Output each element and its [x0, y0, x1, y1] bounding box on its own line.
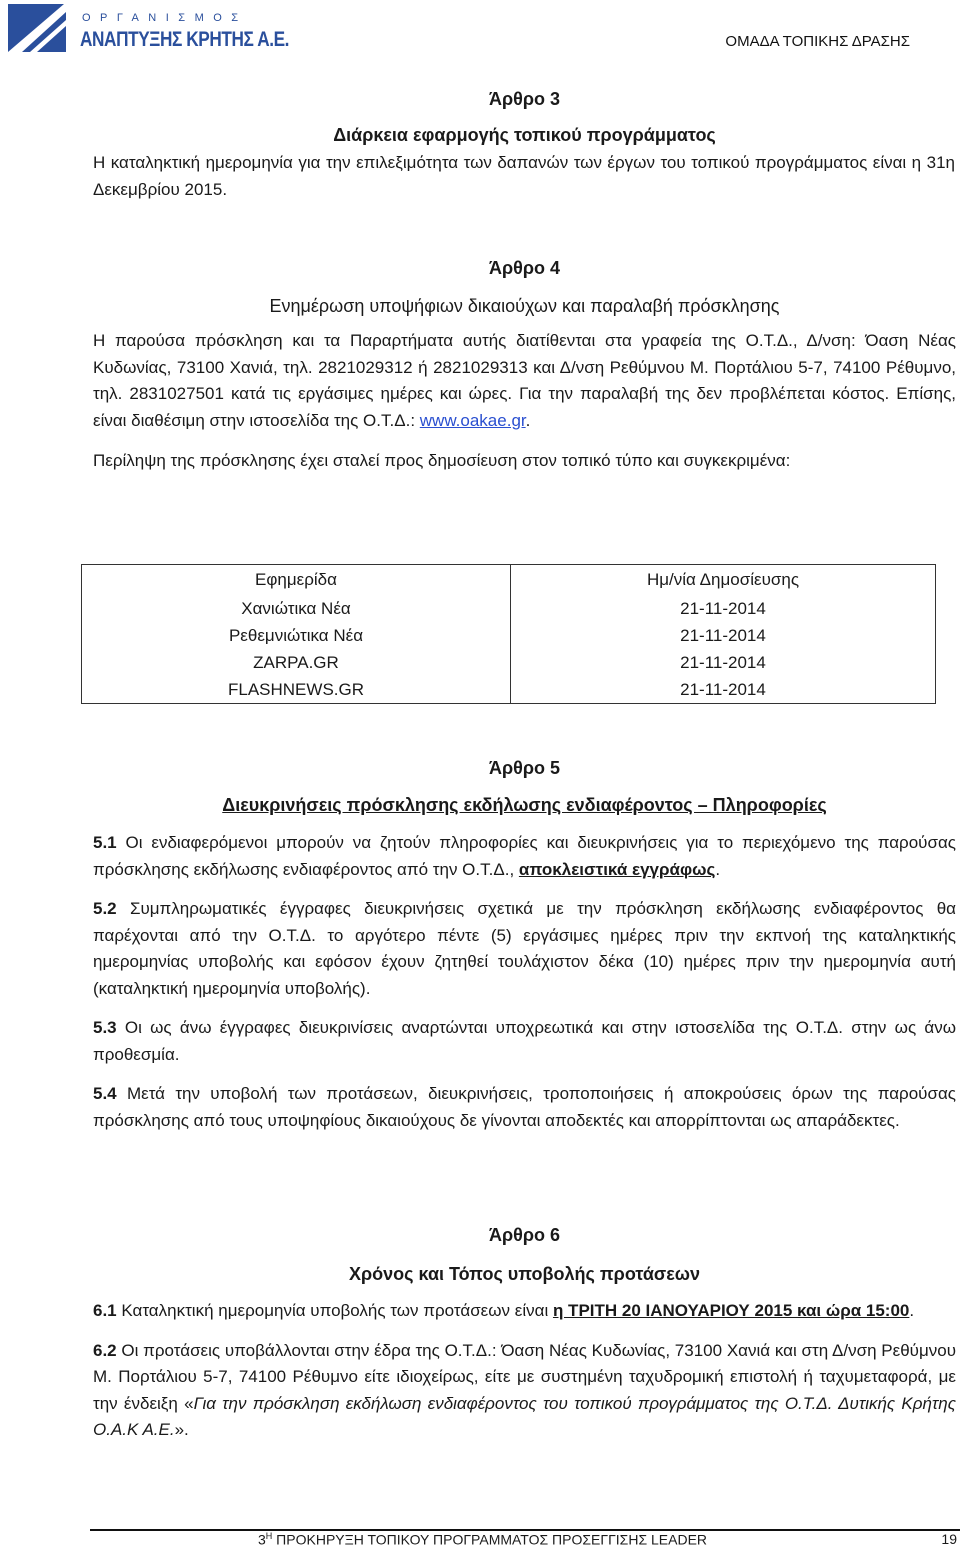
- table-header-newspaper: Εφημερίδα: [82, 565, 511, 596]
- table-row: [82, 676, 936, 704]
- article-5-para-1: [93, 830, 956, 883]
- para-5-3-text: Οι ως άνω έγγραφες διευκρινίσεις αναρτώνται υποχρεωτικά και στην ιστοσελίδα της Ο.Τ.Δ. στην ως άνω προθεσμία.: [93, 1018, 956, 1064]
- website-link-end: .: [525, 410, 531, 430]
- article-5-para-2: [93, 896, 956, 1002]
- table-row: [82, 649, 936, 676]
- para-5-2-number: 5.2: [93, 899, 117, 918]
- footer-title: [258, 1531, 707, 1548]
- logo-org-top: ΟΡΓΑΝΙΣΜΟΣ: [82, 12, 248, 24]
- header-group-title: ΟΜΑΔΑ ΤΟΠΙΚΗΣ ΔΡΑΣΗΣ: [725, 33, 910, 50]
- para-6-1-end: .: [909, 1301, 915, 1320]
- article-5-para-4: [93, 1081, 956, 1134]
- para-6-2-text: Οι προτάσεις υποβάλλονται στην έδρα της Ο.Τ.Δ.: Όαση Νέας Κυδωνίας, 73100 Χανιά και στη Δ/νση Ρεθύμνου Μ. Πορτάλιου 5-7, 74100 Ρέθυμνο είτε ιδιοχείρως, είτε με συστημένη ταχυδρομική επιστολή ή ταχυμεταφορά, με την ένδειξη «: [93, 1340, 956, 1413]
- article-5: [93, 755, 956, 1134]
- logo-org-main: ΑΝΑΠΤΥΞΗΣ ΚΡΗΤΗΣ Α.Ε.: [80, 28, 290, 51]
- article-6: [93, 1222, 956, 1444]
- table-cell-newspaper: Ρεθεμνιώτικα Νέα: [82, 622, 511, 649]
- para-6-2-number: 6.2: [93, 1340, 117, 1360]
- organization-logo: [8, 4, 290, 52]
- table-row: [82, 622, 936, 649]
- para-5-2-text: Συμπληρωματικές έγγραφες διευκρινήσεις σχετικά με την πρόσκληση εκδήλωσης ενδιαφέροντος θα παρέχονται από την Ο.Τ.Δ. το αργότερο πέντε (5) εργάσιμες ημέρες πριν την εκπνοή της καταληκτικής ημερομηνίας υποβολής και εφόσον έχουν ζητηθεί τουλάχιστον δέκα (10) ημέρες πριν την ημερομηνία αυτή (καταληκτική ημερομηνία υποβολής).: [93, 899, 956, 998]
- article-5-subtitle: Διευκρινήσεις πρόσκλησης εκδήλωσης ενδιαφέροντος – Πληροφορίες: [222, 794, 827, 815]
- article-6-para-2: [93, 1338, 956, 1444]
- article-5-para-3: [93, 1015, 956, 1068]
- table-cell-newspaper: ZARPA.GR: [82, 649, 511, 676]
- footer-text: ΠΡΟΚΗΡΥΞΗ ΤΟΠΙΚΟΥ ΠΡΟΓΡΑΜΜΑΤΟΣ ΠΡΟΣΕΓΓΙΣΗΣ LEADER: [272, 1531, 708, 1548]
- logo-mark-icon: [8, 4, 70, 52]
- article-3-subtitle: Διάρκεια εφαρμογής τοπικού προγράμματος: [333, 124, 716, 145]
- page-footer: [0, 1525, 960, 1549]
- para-5-1-end: .: [715, 859, 721, 879]
- para-6-1-number: 6.1: [93, 1301, 117, 1320]
- article-4-title: Άρθρο 4: [488, 258, 560, 278]
- page-header: [0, 0, 960, 60]
- para-6-1-deadline: η ΤΡΙΤΗ 20 ΙΑΝΟΥΑΡΙΟΥ 2015 και ώρα 15:00: [552, 1301, 910, 1320]
- article-6-para-1: [93, 1298, 956, 1325]
- para-5-1-number: 5.1: [93, 833, 117, 852]
- article-4: [93, 255, 956, 475]
- para-5-1-emphasis: αποκλειστικά εγγράφως: [518, 859, 716, 879]
- footer-number: 3: [258, 1531, 266, 1548]
- article-6-subtitle: Χρόνος και Τόπος υποβολής προτάσεων: [349, 1263, 700, 1284]
- article-4-subtitle: Ενημέρωση υποψήφιων δικαιούχων και παραλαβή πρόσκλησης: [269, 295, 780, 316]
- footer-sup: Η: [265, 1531, 273, 1541]
- page-number: 19: [941, 1531, 957, 1547]
- table-cell-date: 21-11-2014: [511, 676, 936, 704]
- article-4-body: Η παρούσα πρόσκληση και τα Παραρτήματα αυτής διατίθενται στα γραφεία της Ο.Τ.Δ., Δ/νση: Όαση Νέας Κυδωνίας, 73100 Χανιά, τηλ. 2821029312 ή 2821029313 και Δ/νση Ρεθύμνου Μ. Πορτάλιου 5-7, 74100 Ρέθυμνο, τηλ. 2831027501 κατά τις εργάσιμες ημέρες και ώρες. Για την παραλαβή της δεν προβλέπεται κόστος. Επίσης, είναι διαθέσιμη στην ιστοσελίδα της Ο.Τ.Δ.:: [93, 331, 956, 430]
- table-cell-newspaper: Χανιώτικα Νέα: [82, 595, 511, 622]
- table-cell-newspaper: FLASHNEWS.GR: [82, 676, 511, 704]
- article-5-title: Άρθρο 5: [488, 758, 560, 778]
- newspaper-table: [81, 564, 936, 704]
- article-4-summary: Περίληψη της πρόσκλησης έχει σταλεί προς δημοσίευση στον τοπικό τύπο και συγκεκριμένα:: [93, 451, 791, 470]
- table-row: [82, 595, 936, 622]
- article-6-title: Άρθρο 6: [488, 1225, 560, 1245]
- article-3-title: Άρθρο 3: [488, 89, 560, 109]
- document-body: [93, 86, 956, 475]
- website-link[interactable]: www.oakae.gr: [419, 410, 526, 430]
- table-header-row: [82, 565, 936, 596]
- para-6-2-marking: Για την πρόσκληση εκδήλωση ενδιαφέροντος του τοπικού προγράμματος της Ο.Τ.Δ. Δυτικής Κρήτης Ο.Α.Κ Α.Ε.: [93, 1393, 956, 1439]
- para-5-1-text: Οι ενδιαφερόμενοι μπορούν να ζητούν πληροφορίες και διευκρινήσεις για το περιεχόμενο της παρούσας πρόσκλησης εκδήλωσης ενδιαφέροντος από την Ο.Τ.Δ.,: [93, 833, 956, 879]
- article-3-text: Η καταληκτική ημερομηνία για την επιλεξιμότητα των δαπανών των έργων του τοπικού προγράμματος είναι η 31η Δεκεμβρίου 2015.: [93, 153, 955, 199]
- para-5-3-number: 5.3: [93, 1018, 117, 1037]
- table-header-date: Ημ/νία Δημοσίευσης: [511, 565, 936, 596]
- para-5-4-number: 5.4: [93, 1084, 117, 1103]
- article-4-text: [93, 328, 956, 434]
- table-cell-date: 21-11-2014: [511, 595, 936, 622]
- para-5-4-text: Μετά την υποβολή των προτάσεων, διευκρινήσεις, τροποποιήσεις ή αποκρούσεις όρων της παρούσας πρόσκλησης από τους υποψηφίους δικαιούχους δε γίνονται αποδεκτές και απορρίπτονται ως απαράδεκτες.: [93, 1084, 956, 1130]
- para-6-2-end: ».: [174, 1420, 189, 1439]
- para-6-1-text: Καταληκτική ημερομηνία υποβολής των προτάσεων είναι: [116, 1301, 553, 1320]
- article-3: [93, 86, 956, 203]
- table-cell-date: 21-11-2014: [511, 622, 936, 649]
- table-cell-date: 21-11-2014: [511, 649, 936, 676]
